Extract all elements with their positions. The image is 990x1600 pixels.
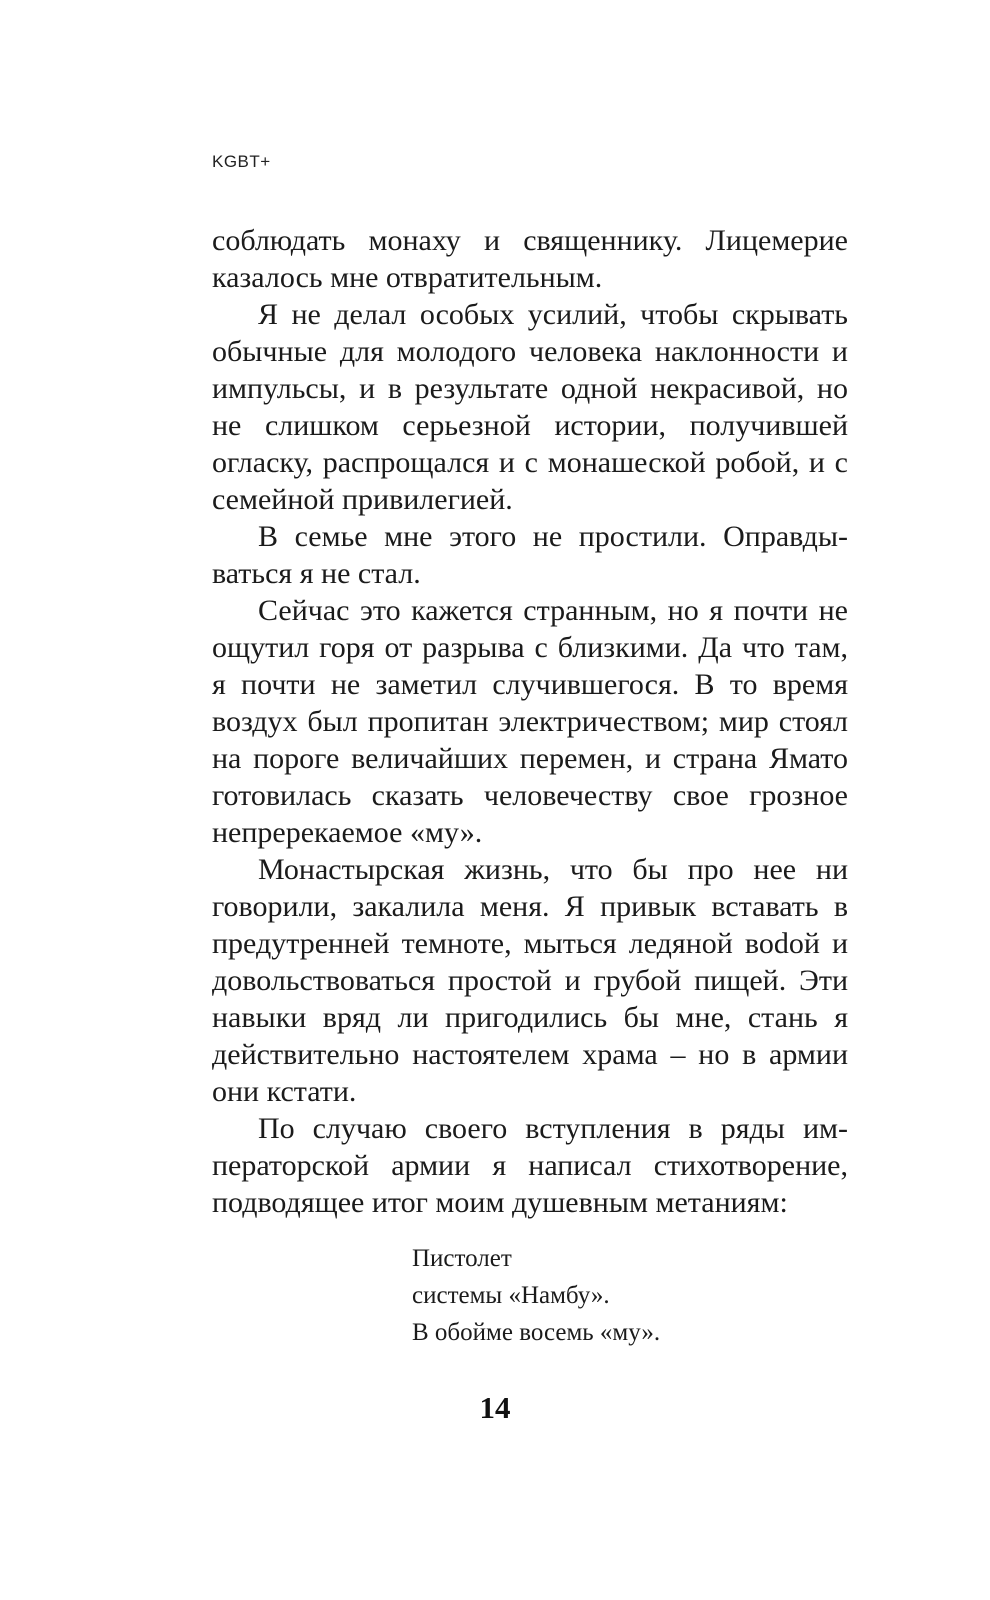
running-head: KGBT+ xyxy=(212,152,271,171)
paragraph: Я не делал особых усилий, чтобы скрывать обычные для молодого человека наклонности и импульсы, и в результате одной некрасивой, но не слишком серьезной истории, получившей огласку, распрощался и с монашеской робой, и с семейной привилегией. xyxy=(212,298,848,516)
body-text xyxy=(212,222,848,1221)
paragraph: В семье мне этого не простили. Оправдываться я не стал. xyxy=(212,520,848,590)
poem-line: В обойме восемь «му». xyxy=(412,1319,661,1346)
poem xyxy=(412,1240,660,1351)
paragraph: соблюдать монаху и священнику. Лицемерие казалось мне отвратительным. xyxy=(212,224,848,294)
page-number: 14 xyxy=(479,1390,511,1425)
poem-line: Пистолет xyxy=(412,1245,512,1272)
paragraph: Монастырская жизнь, что бы про нее ни говорили, закалила меня. Я привык вставать в предутренней темноте, мыться ледяной воdой и довольствоваться простой и грубой пищей. Эти навыки вряд ли пригодились бы мне, стань я действительно настоятелем храма – но в армии они кстати. xyxy=(212,853,848,1108)
poem-line: системы «Намбу». xyxy=(412,1282,610,1309)
paragraph: Сейчас это кажется странным, но я почти не ощутил горя от разрыва с близкими. Да что там, я почти не заметил случившегося. В то время воздух был пропитан электричеством; мир стоял на пороге величайших перемен, и страна Ямато готовилась сказать человечеству свое грозное непререкаемое «му». xyxy=(212,594,848,849)
paragraph: По случаю своего вступления в ряды императорской армии я написал стихотворение, подводящее итог моим душевным метаниям: xyxy=(212,1112,848,1219)
